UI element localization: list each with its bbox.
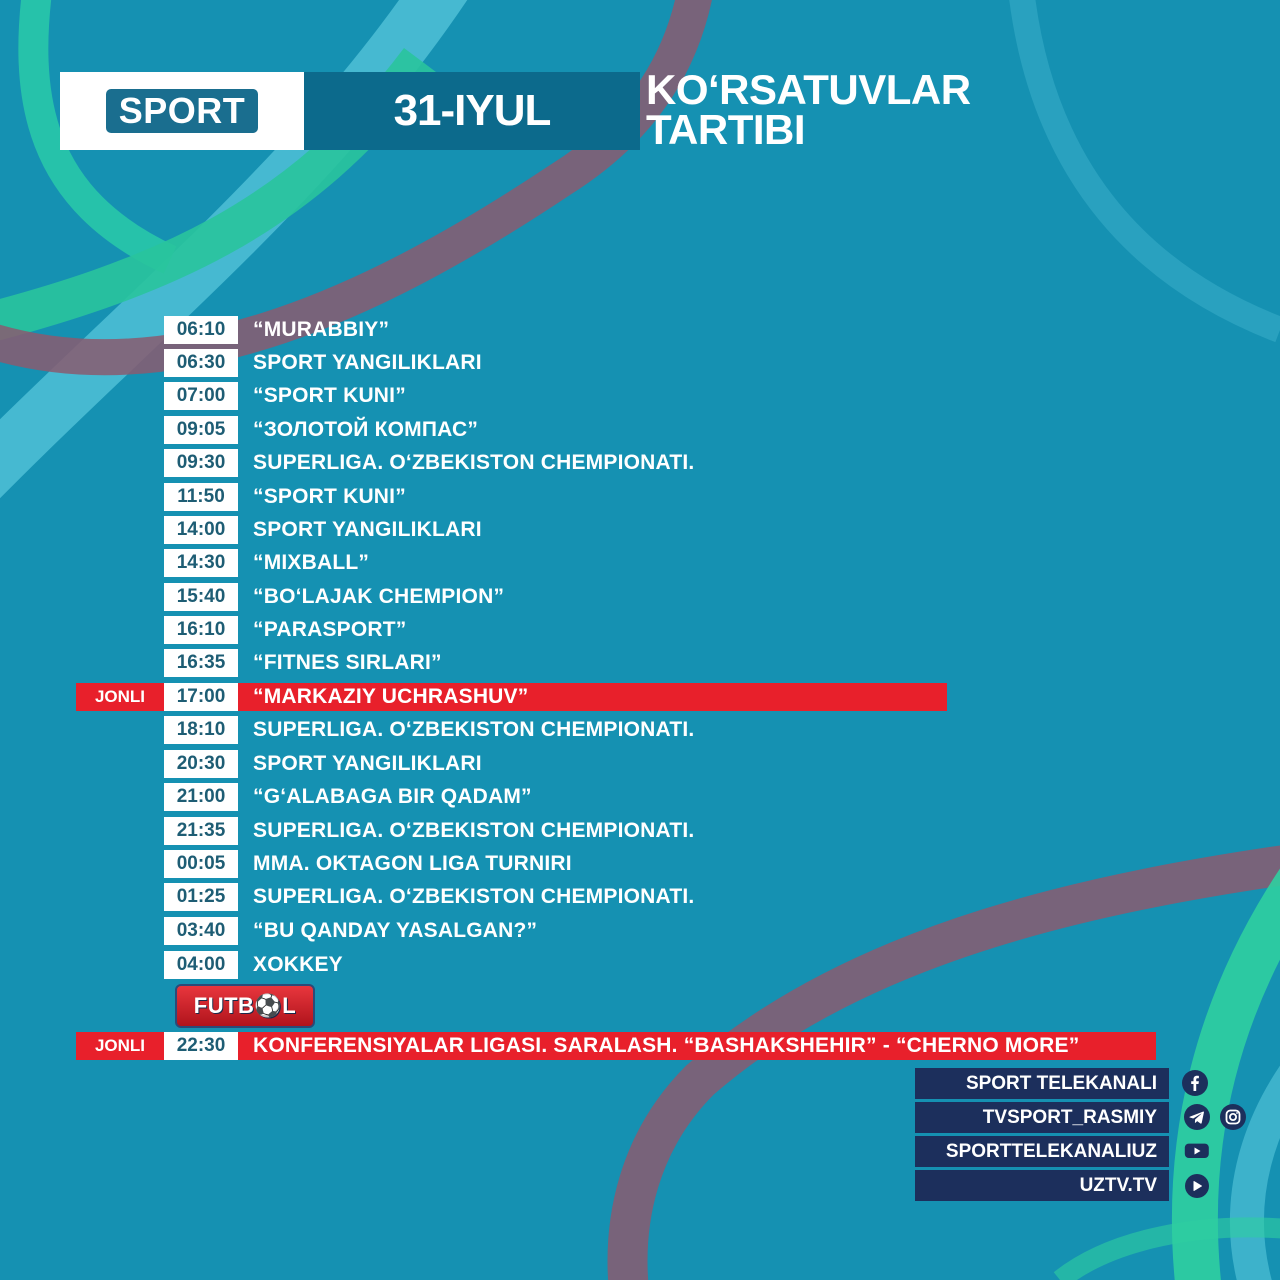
live-badge: JONLI bbox=[94, 1036, 146, 1055]
schedule-time: 01:25 bbox=[164, 883, 238, 911]
schedule-title: SPORT YANGILIKLARI bbox=[253, 752, 482, 775]
social-label: SPORTTELEKANALIUZ bbox=[945, 1141, 1157, 1162]
sport-logo bbox=[106, 89, 258, 133]
telegram-icon[interactable] bbox=[1184, 1104, 1210, 1130]
schedule-title: KONFERENSIYALAR LIGASI. SARALASH. “BASHAKSHEHIR” - “CHERNO MORE” bbox=[253, 1034, 1080, 1057]
schedule-title: XOKKEY bbox=[253, 953, 343, 976]
schedule-time: 03:40 bbox=[164, 917, 238, 945]
schedule-title: “SPORT KUNI” bbox=[253, 384, 406, 407]
instagram-icon[interactable] bbox=[1220, 1104, 1246, 1130]
schedule-title: “PARASPORT” bbox=[253, 618, 407, 641]
uztv-play-icon[interactable] bbox=[1184, 1173, 1210, 1199]
sport-logo-text: SPORT bbox=[118, 90, 246, 131]
schedule-time: 14:30 bbox=[164, 549, 238, 577]
social-row-youtube[interactable] bbox=[915, 1136, 1169, 1167]
schedule-title: “MIXBALL” bbox=[253, 551, 370, 574]
schedule-time: 09:05 bbox=[164, 416, 238, 444]
social-row-facebook[interactable] bbox=[915, 1068, 1169, 1099]
schedule-time: 18:10 bbox=[164, 716, 238, 744]
schedule-time: 06:10 bbox=[164, 316, 238, 344]
schedule-title: “FITNES SIRLARI” bbox=[253, 651, 442, 674]
schedule-time: 16:35 bbox=[164, 649, 238, 677]
schedule-title: “MURABBIY” bbox=[253, 318, 390, 341]
schedule-time: 15:40 bbox=[164, 583, 238, 611]
page-title-line2: TARTIBI bbox=[646, 106, 806, 153]
live-badge: JONLI bbox=[94, 687, 146, 706]
schedule-title: “G‘ALABAGA BIR QADAM” bbox=[253, 785, 532, 808]
header-logo-panel bbox=[60, 72, 304, 150]
schedule-time: 16:10 bbox=[164, 616, 238, 644]
schedule-time: 22:30 bbox=[164, 1032, 238, 1060]
schedule-title: “MARKAZIY UCHRASHUV” bbox=[253, 685, 529, 708]
schedule-title: SUPERLIGA. O‘ZBEKISTON CHEMPIONATI. bbox=[253, 451, 695, 474]
social-row-telegram-instagram[interactable] bbox=[915, 1102, 1169, 1133]
futbol-badge bbox=[175, 984, 315, 1028]
social-row-uztv[interactable] bbox=[915, 1170, 1169, 1201]
schedule-title: SUPERLIGA. O‘ZBEKISTON CHEMPIONATI. bbox=[253, 885, 695, 908]
futbol-event-row bbox=[76, 1032, 1156, 1060]
youtube-icon[interactable] bbox=[1184, 1138, 1210, 1164]
page-title-line1: KO‘RSATUVLAR bbox=[646, 66, 971, 113]
schedule-time: 17:00 bbox=[164, 683, 238, 711]
schedule-row-live bbox=[76, 683, 947, 711]
schedule-time: 09:30 bbox=[164, 449, 238, 477]
schedule-time: 20:30 bbox=[164, 750, 238, 778]
schedule-title: “BU QANDAY YASALGAN?” bbox=[253, 919, 538, 942]
schedule-time: 04:00 bbox=[164, 951, 238, 979]
schedule-time: 06:30 bbox=[164, 349, 238, 377]
schedule-time: 07:00 bbox=[164, 382, 238, 410]
page-title bbox=[646, 66, 971, 153]
schedule-time: 11:50 bbox=[164, 483, 238, 511]
social-label: TVSPORT_RASMIY bbox=[982, 1107, 1157, 1128]
schedule-title: SUPERLIGA. O‘ZBEKISTON CHEMPIONATI. bbox=[253, 819, 695, 842]
schedule-title: “SPORT KUNI” bbox=[253, 485, 406, 508]
schedule-title: SPORT YANGILIKLARI bbox=[253, 351, 482, 374]
schedule-time: 21:00 bbox=[164, 783, 238, 811]
futbol-badge-text: FUTB⚽L bbox=[193, 993, 297, 1018]
schedule-time: 14:00 bbox=[164, 516, 238, 544]
social-label: UZTV.TV bbox=[1079, 1175, 1157, 1196]
schedule-time: 00:05 bbox=[164, 850, 238, 878]
schedule-time: 21:35 bbox=[164, 817, 238, 845]
facebook-icon[interactable] bbox=[1182, 1070, 1208, 1096]
date-text: 31-IYUL bbox=[393, 86, 551, 135]
schedule-title: MMA. OKTAGON LIGA TURNIRI bbox=[253, 852, 572, 875]
schedule-title: “ЗОЛОТОЙ КОМПАС” bbox=[253, 418, 479, 441]
social-label: SPORT TELEKANALI bbox=[965, 1073, 1157, 1094]
schedule-title: “BO‘LAJAK CHEMPION” bbox=[253, 585, 505, 608]
schedule-title: SPORT YANGILIKLARI bbox=[253, 518, 482, 541]
schedule-title: SUPERLIGA. O‘ZBEKISTON CHEMPIONATI. bbox=[253, 718, 695, 741]
date-banner bbox=[304, 72, 640, 150]
